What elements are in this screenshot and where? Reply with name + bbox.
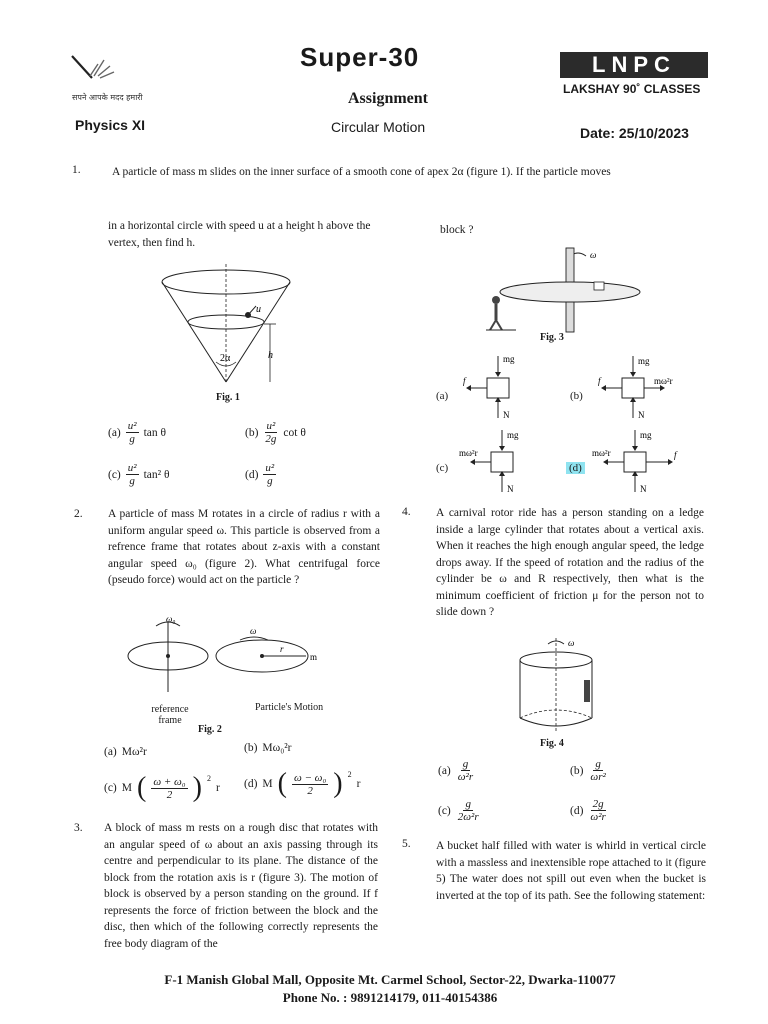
- header: [0, 0, 768, 140]
- q1-option-d[interactable]: [245, 462, 276, 487]
- q2-text: A particle of mass M rotates in a circle of radius r with a uniform angular speed ω. This particle is observed from a refrence frame that rotates about z-axis with a constant angular speed ω₀ (figure 2). What centrifugal force (pseudo force) would act on the particle ?: [108, 508, 380, 586]
- q3-fbd-c: [455, 426, 545, 498]
- q1-a-suffix: tan θ: [143, 426, 167, 439]
- subject-label: Physics XI: [75, 117, 146, 133]
- footer-address: F-1 Manish Global Mall, Opposite Mt. Carmel School, Sector-22, Dwarka-110077: [164, 972, 616, 987]
- q4-option-a-label: (a): [438, 764, 451, 777]
- q1-option-d-label: (d): [245, 468, 259, 481]
- q2-option-d-lhs: M: [262, 778, 273, 790]
- fig4-omega-label: ω: [568, 638, 575, 648]
- fig2-caption: Fig. 2: [198, 724, 222, 735]
- q4-option-b-fraction: [588, 758, 607, 783]
- fbd-c-bottom: N: [507, 484, 514, 494]
- q4-b-num: g: [595, 758, 601, 770]
- q1-a-den: g: [129, 433, 135, 445]
- q3-option-b[interactable]: (b): [570, 390, 583, 402]
- page-subtitle: Assignment: [348, 90, 429, 107]
- fbd-c-top: mg: [507, 430, 519, 440]
- fig1-caption: Fig. 1: [216, 392, 240, 403]
- q3-fbd-a: [455, 352, 545, 424]
- q2-option-b-text: Mω₀²r: [262, 742, 292, 754]
- fig1-angle-label: 2α: [220, 353, 231, 364]
- fig1-h-label: h: [268, 350, 273, 361]
- fig3-caption: Fig. 3: [540, 332, 564, 343]
- q4-option-c-fraction: [456, 798, 481, 823]
- fig4-caption: Fig. 4: [540, 738, 564, 749]
- fbd-b-bottom: N: [638, 410, 645, 420]
- q4-b-den: ωr²: [590, 771, 606, 783]
- q1-c-suffix: tan² θ: [143, 468, 170, 481]
- q1-option-a[interactable]: [108, 420, 166, 445]
- chapter-label: Circular Motion: [331, 119, 426, 135]
- q1-b-suffix: cot θ: [283, 426, 306, 439]
- q1-b-num: u²: [266, 420, 276, 432]
- q1-option-c-label: (c): [108, 468, 121, 481]
- q1-option-c[interactable]: [108, 462, 169, 487]
- q4-option-d[interactable]: [570, 798, 608, 823]
- q1-option-b-fraction: [263, 420, 278, 445]
- logo-tagline: सपने आपके मदद हमारी: [72, 93, 143, 102]
- q2-d-den: 2: [307, 784, 313, 797]
- q1-b-den: 2g: [265, 433, 277, 445]
- q3-fbd-b: [592, 352, 692, 424]
- fig2-omega-label: ω: [250, 626, 257, 636]
- q1-option-d-fraction: [263, 462, 276, 487]
- fbd-a-left: f: [463, 376, 466, 386]
- q4-a-den: ω²r: [457, 771, 474, 783]
- q4-number: 4.: [402, 506, 411, 518]
- q4-option-b-label: (b): [570, 764, 584, 777]
- fig2-r-label: r: [280, 644, 284, 654]
- fbd-d-left: mω²r: [592, 448, 611, 458]
- q4-c-num: g: [465, 798, 471, 810]
- q1-d-num: u²: [265, 462, 275, 474]
- q1-a-num: u²: [127, 420, 137, 432]
- fig2-motion-label: Particle's Motion: [255, 702, 324, 713]
- q4-d-den: ω²r: [590, 811, 606, 823]
- q5-number: 5.: [402, 838, 411, 850]
- fig2-omega0-label: ω₀: [166, 614, 176, 624]
- q2-option-d-rhs: r: [356, 778, 361, 790]
- fbd-a-top: mg: [503, 354, 515, 364]
- q2-option-b-label: (b): [244, 742, 258, 754]
- q1-c-num: u²: [127, 462, 137, 474]
- q2-c-num: ω + ω₀: [153, 775, 186, 788]
- q4-c-den: 2ω²r: [457, 811, 479, 823]
- q2-option-a-text: Mω²r: [121, 746, 147, 758]
- q2-option-b[interactable]: [244, 742, 292, 754]
- q2-option-c[interactable]: (c) M ( $\frac{\text{ω + ω₀}}{2}$ ) $^2$ r: [104, 772, 220, 803]
- q4-option-d-label: (d): [570, 804, 584, 817]
- q1-c-den: g: [129, 475, 135, 487]
- q4-option-c[interactable]: [438, 798, 481, 823]
- q4-text: A carnival rotor ride has a person standing on a ledge inside a large cylinder that rotates about a vertical axis. When it reaches the high enough angular speed, the ledge drops away. If the speed of rotation and the radius of the cylinder be ω and R respectively, then what is the minimum coefficient of friction μ for the person not to slide down ?: [436, 507, 704, 618]
- figure-4-cylinder: [510, 632, 610, 740]
- q3-fbd-d: [592, 426, 692, 498]
- fbd-b-left: f: [598, 376, 601, 386]
- fbd-a-bottom: N: [503, 410, 510, 420]
- q1-option-c-fraction: [126, 462, 139, 487]
- fbd-b-right: mω²r: [654, 376, 673, 386]
- leaf-logo-icon: [70, 50, 130, 90]
- q4-option-d-fraction: [588, 798, 607, 823]
- q2-option-c-fraction: [151, 776, 187, 801]
- q1-text-line2: in a horizontal circle with speed u at a height h above the vertex, then find h.: [108, 220, 371, 249]
- q3-text: A block of mass m rests on a rough disc that rotates with an angular speed of ω about an axis passing through its centre and perpendicular to its plane. The distance of the block from the rotation axis is r (figure 3). The motion of block is observed by a person standing on the ground. If f represents the force of friction between the block and the disc, then which of the following correctly represents the free body diagram of the: [104, 822, 378, 950]
- q2-option-d[interactable]: (d) M ( $\frac{\text{ω − ω₀}}{2}$ ) $^2$ r: [244, 768, 361, 799]
- q3-option-d[interactable]: (d): [566, 462, 585, 474]
- q2-option-c-rhs: r: [215, 782, 220, 794]
- q2-c-den: 2: [166, 788, 173, 801]
- q2-option-c-label: (c): [104, 782, 117, 794]
- q2-option-d-fraction: [292, 772, 328, 797]
- q1-option-b[interactable]: [245, 420, 306, 445]
- q3-number: 3.: [74, 822, 83, 834]
- q1-number: 1.: [72, 164, 81, 176]
- q4-a-num: g: [462, 758, 469, 770]
- date-label: Date: 25/10/2023: [580, 125, 689, 141]
- q1-text-line1: A particle of mass m slides on the inner surface of a smooth cone of apex 2α (figure 1). If the particle moves: [112, 166, 611, 178]
- fig1-u-label: u: [256, 304, 261, 315]
- fbd-d-right: f: [674, 450, 677, 460]
- figure-1-cone: [150, 262, 300, 402]
- fig2-m-label: m: [310, 652, 318, 662]
- fbd-d-top: mg: [640, 430, 652, 440]
- q1-d-den: g: [267, 475, 273, 487]
- fig2-reference-label: reference frame: [151, 704, 189, 726]
- q4-option-b[interactable]: [570, 758, 608, 783]
- footer-phone: Phone No. : 9891214179, 011-40154386: [282, 990, 498, 1005]
- q4-option-c-label: (c): [438, 804, 451, 817]
- q1-option-a-fraction: [126, 420, 139, 445]
- brand-logo-text: LNPC: [592, 52, 676, 77]
- q2-d-num: ω − ω₀: [293, 771, 327, 784]
- page-title: Super-30: [300, 42, 420, 72]
- figure-3-disc: [486, 242, 666, 342]
- fbd-d-bottom: N: [640, 484, 647, 494]
- q3-option-a[interactable]: (a): [436, 390, 449, 402]
- q2-option-a-label: (a): [104, 746, 117, 758]
- brand-logo: [560, 52, 708, 78]
- q2-number: 2.: [74, 508, 83, 520]
- fig3-omega-label: ω: [590, 250, 597, 260]
- brand-name: LAKSHAY 90˚ CLASSES: [563, 82, 701, 96]
- q4-option-a-fraction: [456, 758, 475, 783]
- fbd-c-left: mω²r: [459, 448, 478, 458]
- q3-option-c[interactable]: (c): [436, 462, 449, 474]
- q2-option-a[interactable]: [104, 746, 147, 758]
- q4-d-num: 2g: [592, 798, 604, 810]
- q4-option-a[interactable]: [438, 758, 475, 783]
- q2-option-c-lhs: M: [121, 782, 132, 794]
- fbd-b-top: mg: [638, 356, 650, 366]
- q2-option-d-label: (d): [244, 778, 258, 790]
- q3-text-cont: block ?: [440, 224, 474, 236]
- q1-option-b-label: (b): [245, 426, 259, 439]
- q5-text: A bucket half filled with water is whirld in vertical circle with a massless and inextensible rope attached to it (figure 5) The water does not spill out even when the bucket is inverted at the top of its path. See the following statement:: [436, 840, 706, 902]
- q1-option-a-label: (a): [108, 426, 121, 439]
